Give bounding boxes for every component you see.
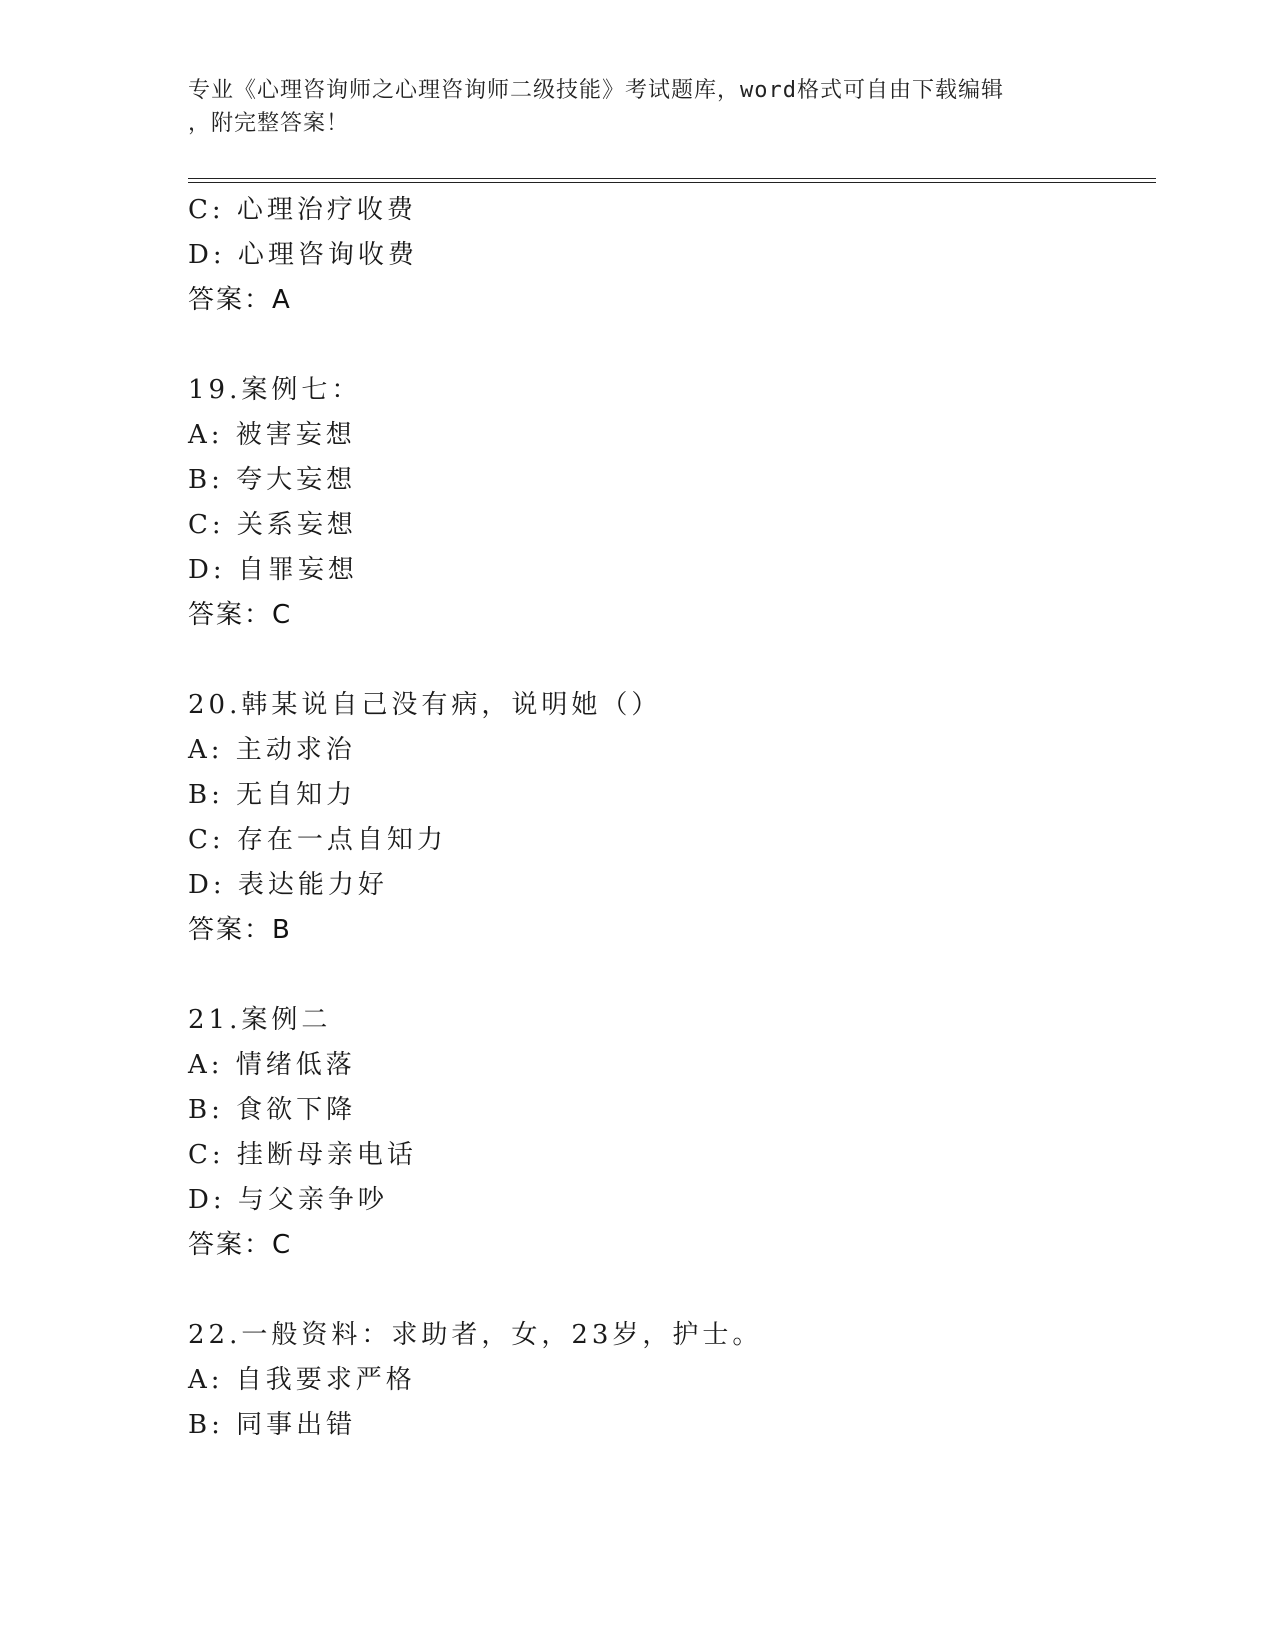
answer-line: 答案：B <box>188 915 292 945</box>
question-20: 20.韩某说自己没有病，说明她（） <box>188 690 662 720</box>
option-a: A: 被害妄想 <box>188 420 356 450</box>
option-c: C: 关系妄想 <box>188 510 357 540</box>
option-c: C: 存在一点自知力 <box>188 825 447 855</box>
answer-line: 答案：C <box>188 600 293 630</box>
header-divider-top <box>188 178 1156 179</box>
header-line-1: 专业《心理咨询师之心理咨询师二级技能》考试题库，word格式可自由下载编辑 <box>188 78 1004 103</box>
document-header <box>188 74 1088 140</box>
question-22: 22.一般资料：求助者，女，23岁，护士。 <box>188 1320 763 1350</box>
option-d: D: 表达能力好 <box>188 870 388 900</box>
option-b: B: 食欲下降 <box>188 1095 357 1125</box>
option-c: C: 心理治疗收费 <box>188 195 417 225</box>
question-19: 19.案例七： <box>188 375 362 405</box>
option-d: D: 与父亲争吵 <box>188 1185 388 1215</box>
answer-line: 答案：A <box>188 285 292 315</box>
header-divider-bottom <box>188 182 1156 183</box>
option-d: D: 心理咨询收费 <box>188 240 418 270</box>
option-c: C: 挂断母亲电话 <box>188 1140 417 1170</box>
answer-line: 答案：C <box>188 1230 293 1260</box>
option-d: D: 自罪妄想 <box>188 555 358 585</box>
question-21: 21.案例二 <box>188 1005 332 1035</box>
option-a: A: 情绪低落 <box>188 1050 356 1080</box>
option-a: A: 自我要求严格 <box>188 1365 416 1395</box>
option-b: B: 夸大妄想 <box>188 465 357 495</box>
header-line-2: ，附完整答案！ <box>188 111 350 136</box>
option-a: A: 主动求治 <box>188 735 356 765</box>
option-b: B: 同事出错 <box>188 1410 357 1440</box>
option-b: B: 无自知力 <box>188 780 357 810</box>
